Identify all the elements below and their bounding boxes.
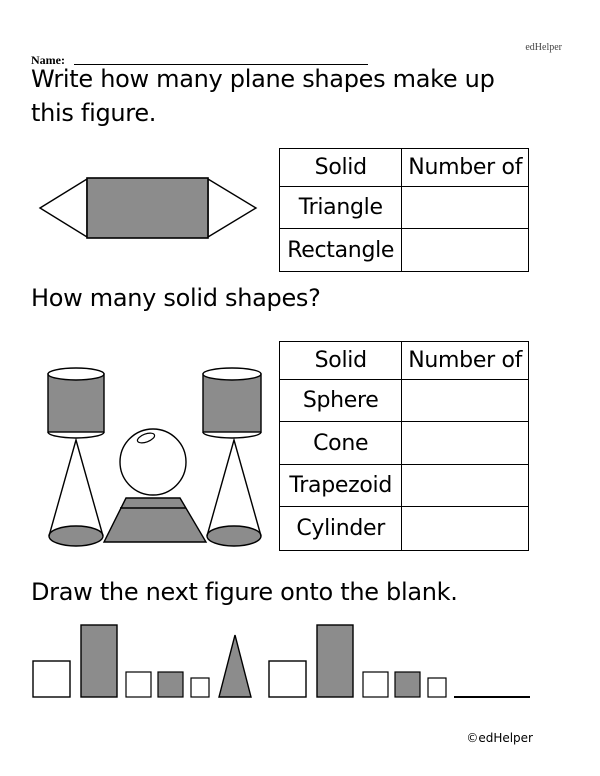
tiny-white-square-shape [428, 678, 446, 697]
table-row [280, 507, 529, 551]
row-label-triangle: Triangle [280, 187, 402, 229]
left-cone [49, 440, 103, 546]
table-header-row [280, 342, 529, 380]
small-gray-square-shape [395, 672, 420, 697]
solid-shapes-figure [40, 362, 272, 550]
table-header-number: Number of [402, 149, 529, 187]
table-row [280, 187, 529, 229]
pattern-sequence [30, 620, 535, 702]
row-label-cylinder: Cylinder [280, 507, 402, 551]
row-label-sphere: Sphere [280, 380, 402, 422]
answer-cell-rectangle[interactable] [402, 229, 529, 272]
answer-cell-trapezoid[interactable] [402, 465, 529, 507]
small-white-square-shape [126, 672, 151, 697]
white-square-shape [33, 661, 70, 697]
row-label-trapezoid: Trapezoid [280, 465, 402, 507]
tiny-white-square-shape [191, 678, 209, 697]
brand-label: edHelper [525, 42, 562, 53]
plane-shapes-table [279, 148, 529, 272]
row-label-cone: Cone [280, 422, 402, 465]
answer-cell-triangle[interactable] [402, 187, 529, 229]
white-square-shape [269, 661, 306, 697]
pattern-prompt: Draw the next figure onto the blank. [31, 578, 458, 606]
solid-shapes-prompt: How many solid shapes? [31, 284, 321, 312]
small-gray-square-shape [158, 672, 183, 697]
table-header-solid: Solid [280, 342, 402, 380]
gray-tall-rectangle-shape [81, 625, 117, 697]
answer-cell-cylinder[interactable] [402, 507, 529, 551]
copyright-label: ©edHelper [466, 731, 533, 745]
table-row [280, 465, 529, 507]
right-cylinder [203, 368, 261, 438]
sphere [120, 429, 186, 495]
left-cylinder [48, 368, 104, 438]
trapezoid [104, 498, 206, 542]
plane-shapes-figure [36, 172, 262, 244]
gray-tall-rectangle-shape [317, 625, 353, 697]
plane-shapes-prompt: Write how many plane shapes make up this figure. [31, 65, 495, 127]
solid-shapes-table [279, 341, 529, 551]
name-label: Name: [31, 53, 65, 67]
center-rectangle [87, 178, 208, 238]
table-header-row [280, 149, 529, 187]
answer-cell-cone[interactable] [402, 422, 529, 465]
answer-cell-sphere[interactable] [402, 380, 529, 422]
table-row [280, 422, 529, 465]
right-cone [207, 440, 261, 546]
left-triangle [40, 179, 87, 237]
table-header-solid: Solid [280, 149, 402, 187]
small-white-square-shape [363, 672, 388, 697]
gray-triangle-shape [219, 635, 251, 697]
row-label-rectangle: Rectangle [280, 229, 402, 272]
table-row [280, 380, 529, 422]
right-triangle [208, 179, 256, 237]
table-row [280, 229, 529, 272]
table-header-number: Number of [402, 342, 529, 380]
